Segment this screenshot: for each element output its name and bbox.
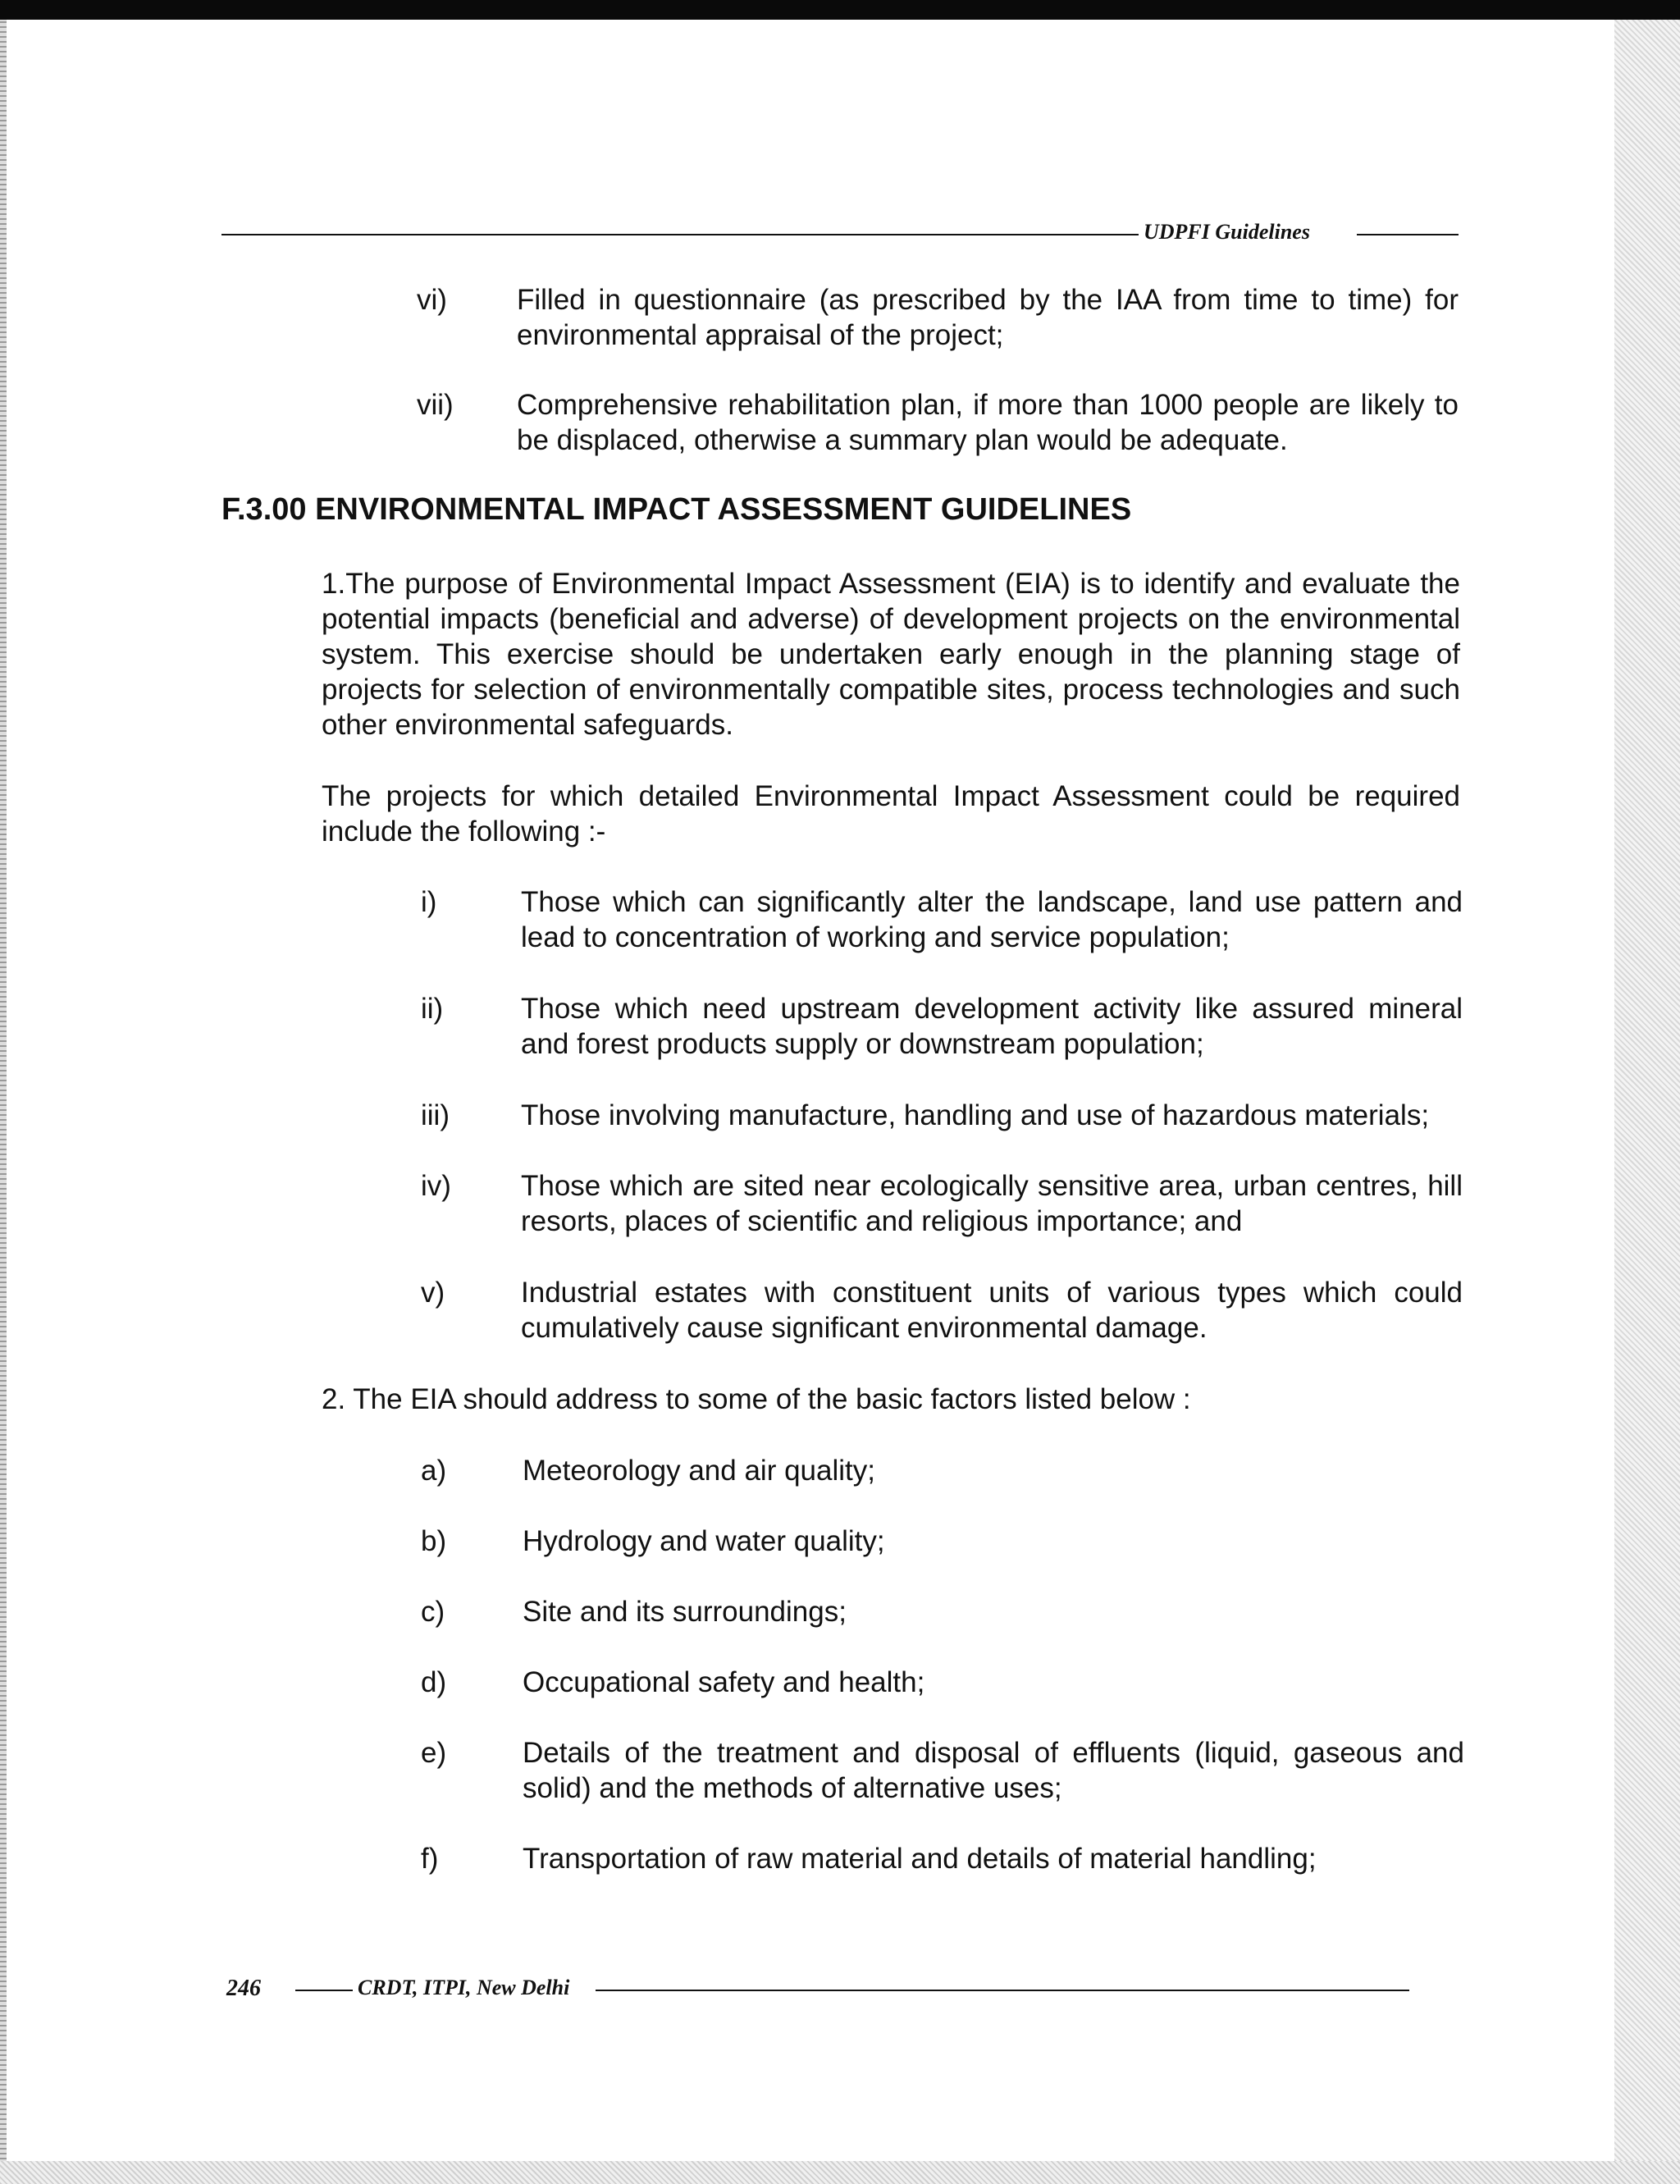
list-item-text: Comprehensive rehabilitation plan, if more than 1000 people are likely to be displaced, otherwise a summary plan would be adequate. (517, 389, 1459, 456)
list-item-text: Those which are sited near ecologically sensitive area, urban centres, hill resorts, places of scientific and religious importance; and (521, 1170, 1463, 1237)
paragraph: 2. The EIA should address to some of the basic factors listed below : (322, 1383, 1191, 1415)
list-marker: d) (421, 1666, 447, 1698)
list-marker: ii) (421, 993, 444, 1025)
list-marker: b) (421, 1525, 447, 1557)
list-item-text: Occupational safety and health; (523, 1666, 925, 1698)
scan-border-right (1614, 20, 1680, 2184)
list-item-text: Transportation of raw material and details of material handling; (523, 1843, 1317, 1875)
list-item-text: Filled in questionnaire (as prescribed by the IAA from time to time) for environmental appraisal of the project; (517, 284, 1459, 351)
list-marker: iii) (421, 1099, 450, 1131)
scan-border-bottom (0, 2161, 1680, 2184)
list-marker: a) (421, 1455, 447, 1487)
scan-border-left (0, 20, 7, 2184)
header-rule-right (1357, 234, 1459, 235)
list-item-text: Meteorology and air quality; (523, 1455, 875, 1487)
list-marker: vi) (417, 284, 447, 316)
list-item-text: Those which need upstream development activity like assured mineral and forest products supply or downstream population; (521, 993, 1463, 1060)
header-rule-left (221, 234, 1139, 235)
list-item-text: Hydrology and water quality; (523, 1525, 885, 1557)
footer-source: CRDT, ITPI, New Delhi (358, 1976, 570, 1999)
list-item-text: Details of the treatment and disposal of effluents (liquid, gaseous and solid) and the methods of alternative uses; (523, 1737, 1464, 1804)
list-marker: i) (421, 886, 437, 918)
list-item-text: Industrial estates with constituent units of various types which could cumulatively cause significant environmental damage. (521, 1277, 1463, 1344)
paragraph: The projects for which detailed Environmental Impact Assessment could be required include the following :- (322, 780, 1460, 848)
section-heading: F.3.00 ENVIRONMENTAL IMPACT ASSESSMENT GUIDELINES (221, 492, 1132, 527)
list-marker: f) (421, 1843, 439, 1875)
list-marker: v) (421, 1277, 445, 1309)
scan-border-top (0, 0, 1680, 20)
list-item-text: Site and its surroundings; (523, 1596, 847, 1628)
list-marker: c) (421, 1596, 445, 1628)
page-number: 246 (226, 1976, 261, 2001)
footer-rule-left (295, 1990, 353, 1991)
header-title: UDPFI Guidelines (1144, 220, 1310, 244)
paragraph: 1.The purpose of Environmental Impact Assessment (EIA) is to identify and evaluate the potential impacts (beneficial and adverse) of development projects on the environmental system. This exercise should be undertaken early enough in the planning stage of projects for selection of environmentally compatible sites, process technologies and such other environmental safeguards. (322, 568, 1460, 741)
list-marker: vii) (417, 389, 454, 421)
list-item-text: Those involving manufacture, handling and use of hazardous materials; (521, 1099, 1430, 1131)
list-marker: e) (421, 1737, 447, 1769)
footer-rule-right (596, 1990, 1409, 1991)
list-marker: iv) (421, 1170, 451, 1202)
list-item-text: Those which can significantly alter the landscape, land use pattern and lead to concentration of working and service population; (521, 886, 1463, 953)
